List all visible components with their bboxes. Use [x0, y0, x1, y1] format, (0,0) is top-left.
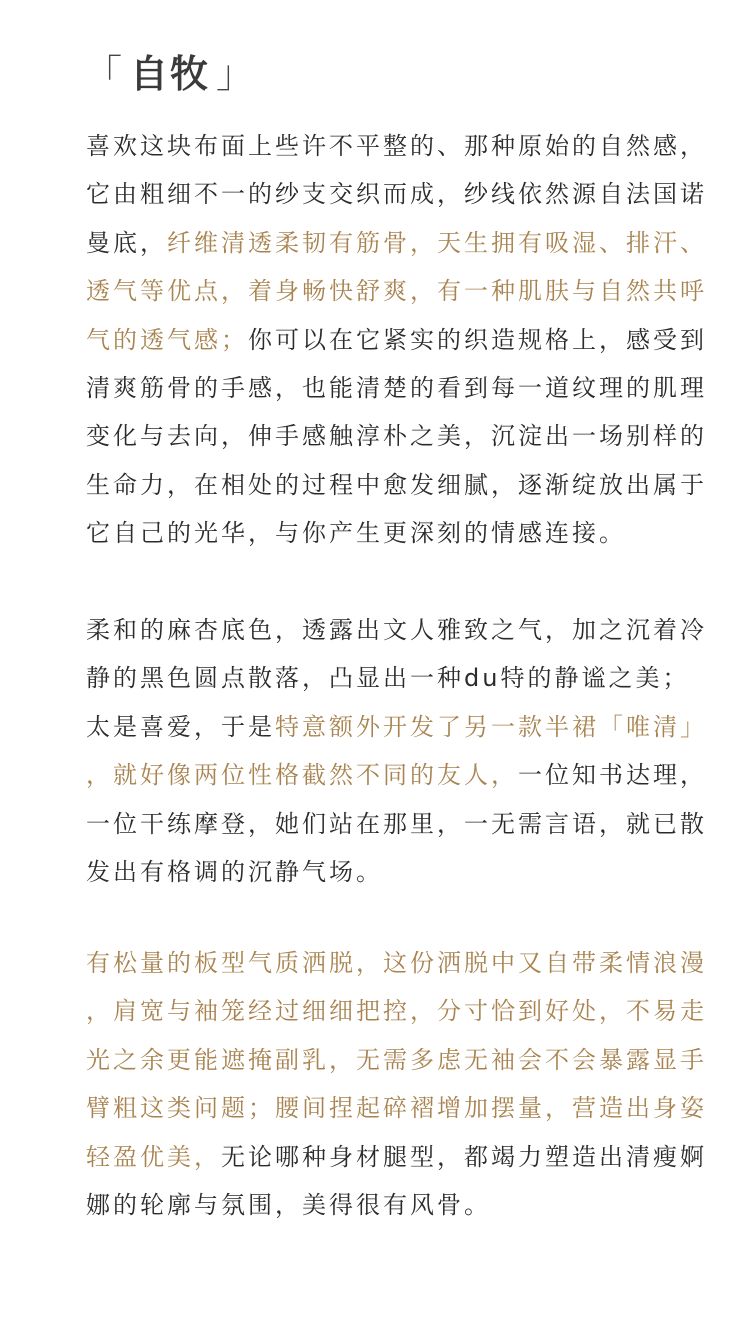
- title-word: 自牧: [130, 51, 211, 96]
- text-line: [86, 751, 707, 799]
- body-text: 生命力，在相处的过程中愈发细腻，逐渐绽放出属于: [86, 470, 707, 499]
- body-text: 一位干练摩登，她们站在那里，一无需言语，就已散: [86, 809, 707, 838]
- text-line: [86, 606, 707, 654]
- body-text: 娜的轮廓与氛围，美得很有风骨。: [86, 1190, 491, 1219]
- paragraph-fit: [86, 939, 707, 1229]
- highlighted-text: 特意额外开发了另一款半裙「唯清」: [275, 712, 707, 741]
- text-line: [86, 654, 690, 702]
- body-text: 喜欢这块布面上些许不平整的、那种原始的自然感，: [86, 132, 707, 160]
- highlighted-text: 臂粗这类问题；腰间捏起碎褶增加摆量，营造出身姿: [86, 1094, 707, 1123]
- paragraph-color: [86, 606, 707, 896]
- body-text: 柔和的麻杏底色，透露出文人雅致之气，加之沉着冷: [86, 616, 707, 644]
- text-line: [86, 1084, 707, 1132]
- highlighted-text: ，就好像两位性格截然不同的友人，: [86, 761, 518, 790]
- text-line: [86, 509, 686, 557]
- text-line: [86, 1036, 707, 1084]
- body-text: 一位知书达理，: [518, 761, 707, 790]
- text-line: [86, 800, 707, 848]
- section-title: [84, 40, 256, 100]
- text-line: [86, 848, 686, 896]
- highlighted-text: 气的透气感；: [86, 325, 248, 354]
- body-text: 你可以在它紧实的织造规格上，感受到: [248, 325, 707, 354]
- highlighted-text: 轻盈优美，: [86, 1142, 221, 1171]
- body-text: 发出有格调的沉静气场。: [86, 857, 383, 886]
- highlighted-text: 光之余更能遮掩副乳，无需多虑无袖会不会暴露显手: [86, 1045, 707, 1074]
- body-text: 无论哪种身材腿型，都竭力塑造出清瘦婀: [221, 1142, 707, 1171]
- body-text: 它由粗细不一的纱支交织而成，纱线依然源自法国诺: [86, 180, 707, 209]
- title-close-bracket: 」: [216, 51, 257, 96]
- body-text: 变化与去向，伸手感触淳朴之美，沉淀出一场别样的: [86, 422, 707, 451]
- text-line: [86, 267, 707, 315]
- body-text: 清爽筋骨的手感，也能清楚的看到每一道纹理的肌理: [86, 373, 707, 402]
- paragraph-fabric: [86, 122, 707, 558]
- highlighted-text: 透气等优点，着身畅快舒爽，有一种肌肤与自然共呼: [86, 277, 707, 306]
- highlighted-text: 纤维清透柔韧有筋骨，天生拥有吸湿、排汗、: [167, 228, 707, 257]
- text-line: [86, 316, 707, 364]
- text-line: [86, 1133, 707, 1181]
- text-line: [86, 412, 707, 460]
- body-text: 它自己的光华，与你产生更深刻的情感连接。: [86, 519, 626, 548]
- body-text: 太是喜爱，于是: [86, 712, 275, 741]
- body-text: 静的黑色圆点散落，凸显出一种du特的静谧之美；: [86, 664, 690, 693]
- text-line: [86, 461, 707, 509]
- highlighted-text: 有松量的板型气质洒脱，这份洒脱中又自带柔情浪漫: [86, 949, 707, 977]
- text-line: [86, 987, 707, 1035]
- highlighted-text: ，肩宽与袖笼经过细细把控，分寸恰到好处，不易走: [86, 997, 707, 1026]
- title-open-bracket: 「: [84, 51, 125, 96]
- text-line: [86, 219, 707, 267]
- text-line: [86, 703, 707, 751]
- text-line: [86, 364, 707, 412]
- text-line: [86, 1181, 686, 1229]
- text-line: [86, 939, 707, 987]
- text-line: [86, 122, 707, 170]
- body-text: 曼底，: [86, 228, 167, 257]
- text-line: [86, 170, 707, 218]
